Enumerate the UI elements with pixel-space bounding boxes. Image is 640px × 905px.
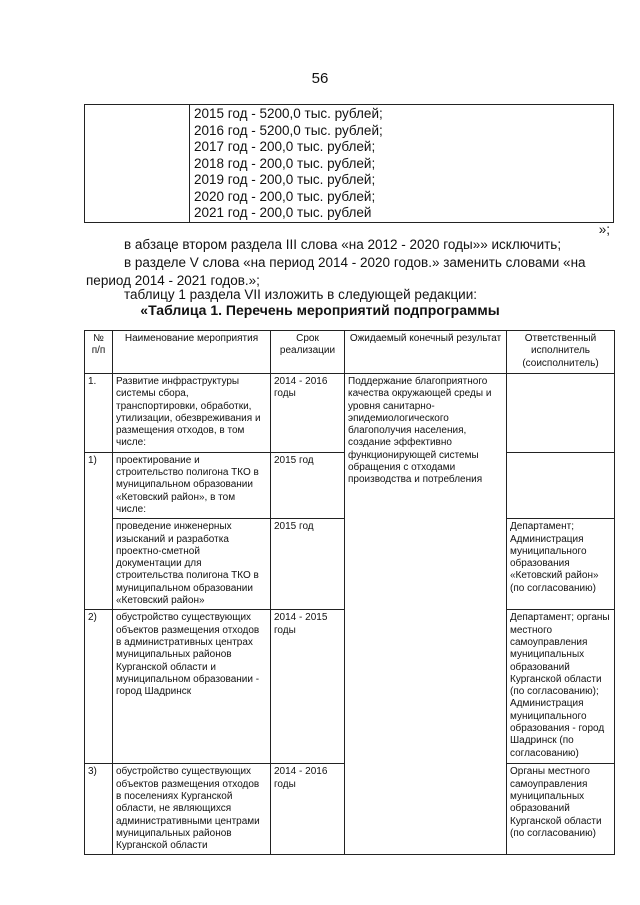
funding-table [84,104,614,223]
funding-line: 2021 год - 200,0 тыс. рублей [194,205,372,220]
cell-num: 1. [85,374,113,453]
cell-term: 2014 - 2016 годы [271,374,345,453]
cell-name: обустройство существующих объектов размещения отходов в поселениях Курганской области, не являющихся административными центрами муниципальных районов Курганской области [113,764,271,855]
cell-name: проведение инженерных изысканий и разработка проектно-сметной документации для строительства полигона ТКО в муниципальном образовании «Кетовский район» [113,519,271,610]
cell-name: Развитие инфраструктуры системы сбора, транспортировки, обработки, утилизации, обезвреживания и размещения отходов, в том числе: [113,374,271,453]
funding-line: 2016 год - 5200,0 тыс. рублей; [194,122,383,138]
cell-name: проектирование и строительство полигона ТКО в муниципальном образовании «Кетовский район», в том числе: [113,452,271,518]
table-row [85,374,615,453]
cell-name: обустройство существующих объектов размещения отходов в административных центрах муниципальных районов Курганской области и муниципальном образовании - город Шадринск [113,610,271,764]
funding-line: 2015 год - 5200,0 тыс. рублей; [194,106,383,121]
funding-empty-cell [85,105,190,223]
cell-responsible [507,452,615,518]
header-name: Наименование мероприятия [113,331,271,374]
cell-responsible: Департамент; органы местного самоуправления муниципальных образований Курганской области (по согласованию); Администрация муниципального образования - город Шадринск (по согласованию) [507,610,615,764]
table-header-row [85,331,615,374]
cell-num [85,519,113,610]
cell-num: 1) [85,452,113,518]
cell-responsible [507,374,615,453]
page-number: 56 [311,70,329,87]
header-responsible: Ответственный исполнитель (соисполнитель) [507,331,615,374]
closing-quote: »; [598,222,610,237]
header-result: Ожидаемый конечный результат [345,331,507,374]
paragraph-section3: в абзаце втором раздела III слова «на 2012 - 2020 годы»» исключить; [124,237,562,252]
paragraph-section7: таблицу 1 раздела VII изложить в следующей редакции: [124,287,478,302]
funding-line: 2019 год - 200,0 тыс. рублей; [194,172,376,187]
cell-term: 2014 - 2016 годы [271,764,345,855]
cell-responsible: Органы местного самоуправления муниципальных образований Курганской области (по согласованию) [507,764,615,855]
cell-term: 2015 год [271,519,345,610]
cell-term: 2014 - 2015 годы [271,610,345,764]
cell-num: 3) [85,764,113,855]
cell-result: Поддержание благоприятного качества окружающей среды и уровня санитарно-эпидемиологического благополучия населения, создание эффективно функционирующей системы обращения с отходами производства и потребления [345,374,507,855]
cell-num: 2) [85,610,113,764]
measures-table [84,330,615,855]
paragraph-section5-cont: период 2014 - 2021 годов.»; [86,273,260,288]
header-number: № п/п [85,331,113,374]
paragraph-section5: в разделе V слова «на период 2014 - 2020 годов.» заменить словами «на [124,255,586,270]
funding-line: 2017 год - 200,0 тыс. рублей; [194,139,376,154]
funding-line: 2018 год - 200,0 тыс. рублей; [194,155,376,171]
funding-lines-cell [190,105,614,223]
table-title: «Таблица 1. Перечень мероприятий подпрограммы [140,302,500,318]
cell-responsible: Департамент; Администрация муниципального образования «Кетовский район» (по согласованию) [507,519,615,610]
header-term: Срок реализации [271,331,345,374]
funding-line: 2020 год - 200,0 тыс. рублей; [194,188,376,204]
cell-term: 2015 год [271,452,345,518]
